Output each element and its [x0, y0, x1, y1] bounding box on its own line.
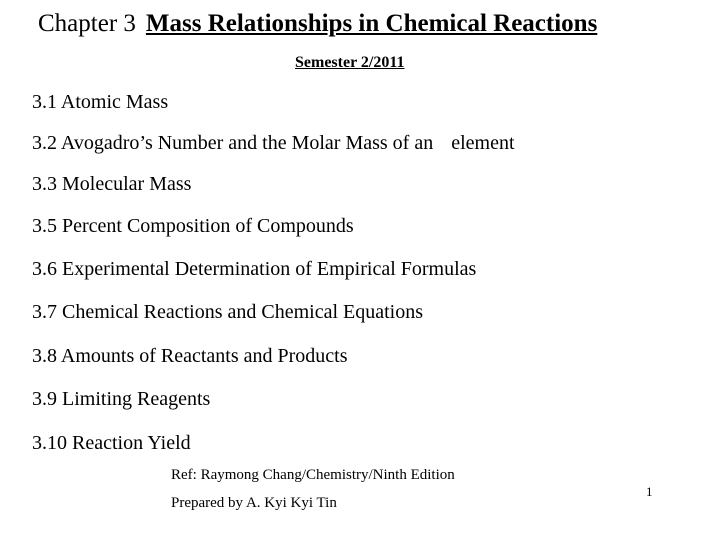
topic-item: [32, 131, 515, 155]
topic-item: 3.1 Atomic Mass: [32, 91, 169, 113]
reference-note: Ref: Raymong Chang/Chemistry/Ninth Edition: [171, 467, 455, 483]
topic-item-text: 3.2 Avogadro’s Number and the Molar Mass of an: [32, 132, 434, 154]
topic-item: 3.7 Chemical Reactions and Chemical Equations: [32, 301, 424, 323]
topic-item-text-continued: element: [451, 132, 515, 154]
prepared-by-note: Prepared by A. Kyi Kyi Tin: [171, 495, 337, 511]
topic-item: 3.9 Limiting Reagents: [32, 388, 211, 410]
topic-item: 3.8 Amounts of Reactants and Products: [32, 345, 348, 367]
semester-label: Semester 2/2011: [295, 54, 405, 71]
topic-item: 3.3 Molecular Mass: [32, 173, 192, 195]
topic-item: 3.10 Reaction Yield: [32, 432, 191, 454]
page-number: 1: [646, 484, 653, 499]
chapter-label: Chapter 3: [38, 10, 136, 37]
topic-item: 3.6 Experimental Determination of Empirical Formulas: [32, 258, 477, 280]
chapter-heading: [38, 8, 597, 40]
topic-item: 3.5 Percent Composition of Compounds: [32, 215, 354, 237]
chapter-title: Mass Relationships in Chemical Reactions: [145, 10, 598, 37]
